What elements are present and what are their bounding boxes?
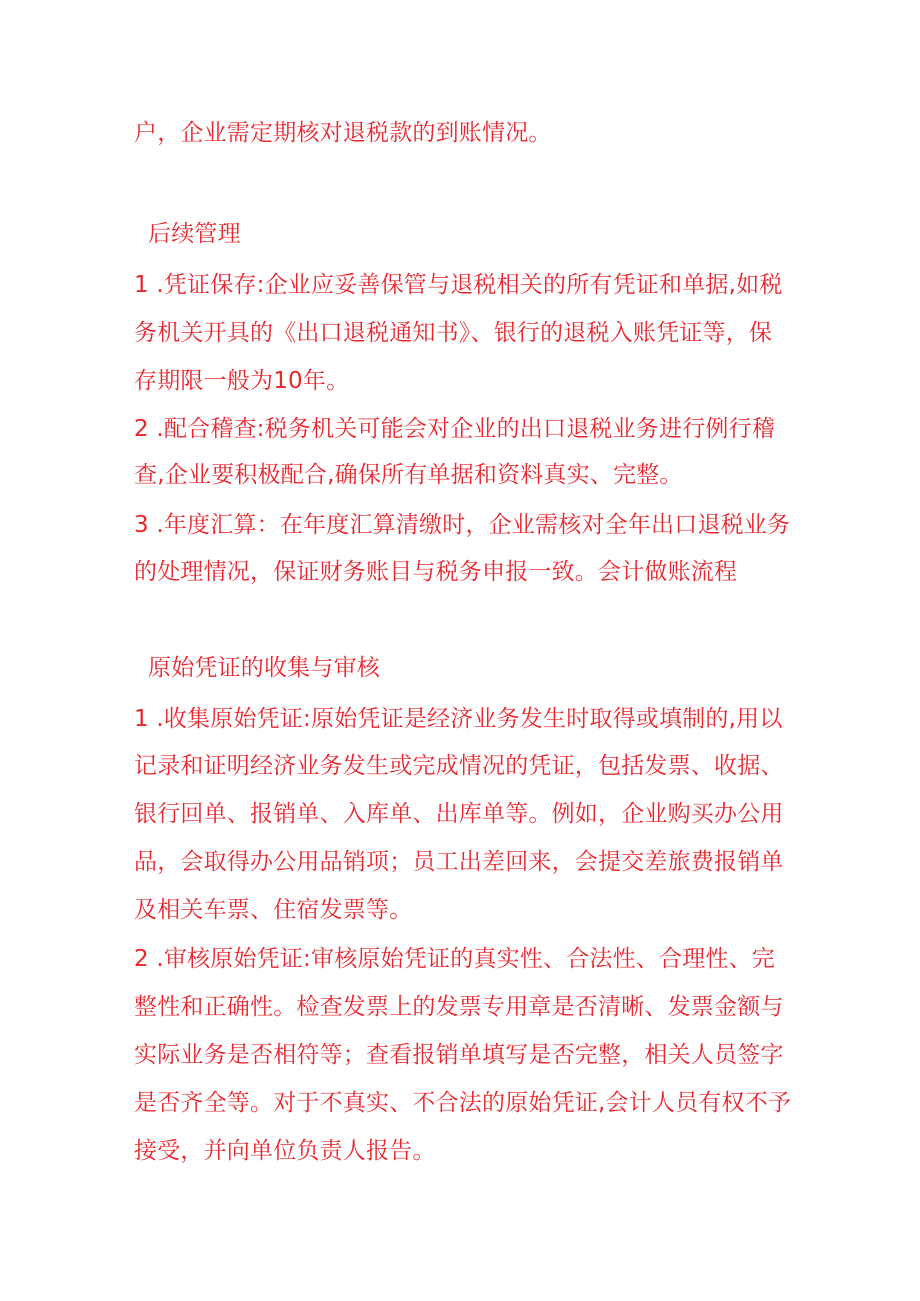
vouchers-item-1-line-2: 记录和证明经济业务发生或完成情况的凭证，包括发票、收据、	[134, 753, 784, 779]
follow-up-item-3-line-2: 的处理情况，保证财务账目与税务申报一致。会计做账流程	[134, 559, 738, 585]
vouchers-item-2-line-2: 整性和正确性。检查发票上的发票专用章是否清晰、发票金额与	[134, 994, 784, 1020]
vouchers-item-2-line-1: 2 .审核原始凭证:审核原始凭证的真实性、合法性、合理性、完	[134, 946, 776, 972]
vouchers-item-2-line-5: 接受，并向单位负责人报告。	[134, 1138, 436, 1164]
vouchers-item-2-line-3: 实际业务是否相符等；查看报销单填写是否完整，相关人员签字	[134, 1042, 784, 1068]
section-heading-vouchers: 原始凭证的收集与审核	[148, 655, 380, 681]
follow-up-item-3-line-1: 3 .年度汇算：在年度汇算清缴时，企业需核对全年出口退税业务	[134, 512, 791, 538]
follow-up-item-1-line-3: 存期限一般为10年。	[134, 368, 350, 394]
vouchers-item-1-line-4: 品，会取得办公用品销项；员工出差回来，会提交差旅费报销单	[134, 849, 784, 875]
vouchers-item-2-line-4: 是否齐全等。对于不真实、不合法的原始凭证,会计人员有权不予	[134, 1090, 792, 1116]
follow-up-item-2-line-2: 查,企业要积极配合,确保所有单据和资料真实、完整。	[134, 462, 683, 488]
vouchers-item-1-line-3: 银行回单、报销单、入库单、出库单等。例如，企业购买办公用	[134, 801, 784, 827]
intro-line: 户，企业需定期核对退税款的到账情况。	[134, 120, 552, 146]
vouchers-item-1-line-5: 及相关车票、住宿发票等。	[134, 897, 413, 923]
follow-up-item-1-line-2: 务机关开具的《出口退税通知书》、银行的退税入账凭证等，保	[134, 320, 773, 346]
follow-up-item-1-line-1: 1 .凭证保存:企业应妥善保管与退税相关的所有凭证和单据,如税	[134, 272, 783, 298]
follow-up-item-2-line-1: 2 .配合稽查:税务机关可能会对企业的出口退税业务进行例行稽	[134, 416, 776, 442]
vouchers-item-1-line-1: 1 .收集原始凭证:原始凭证是经济业务发生时取得或填制的,用以	[134, 706, 783, 732]
section-heading-follow-up: 后续管理	[148, 221, 241, 247]
